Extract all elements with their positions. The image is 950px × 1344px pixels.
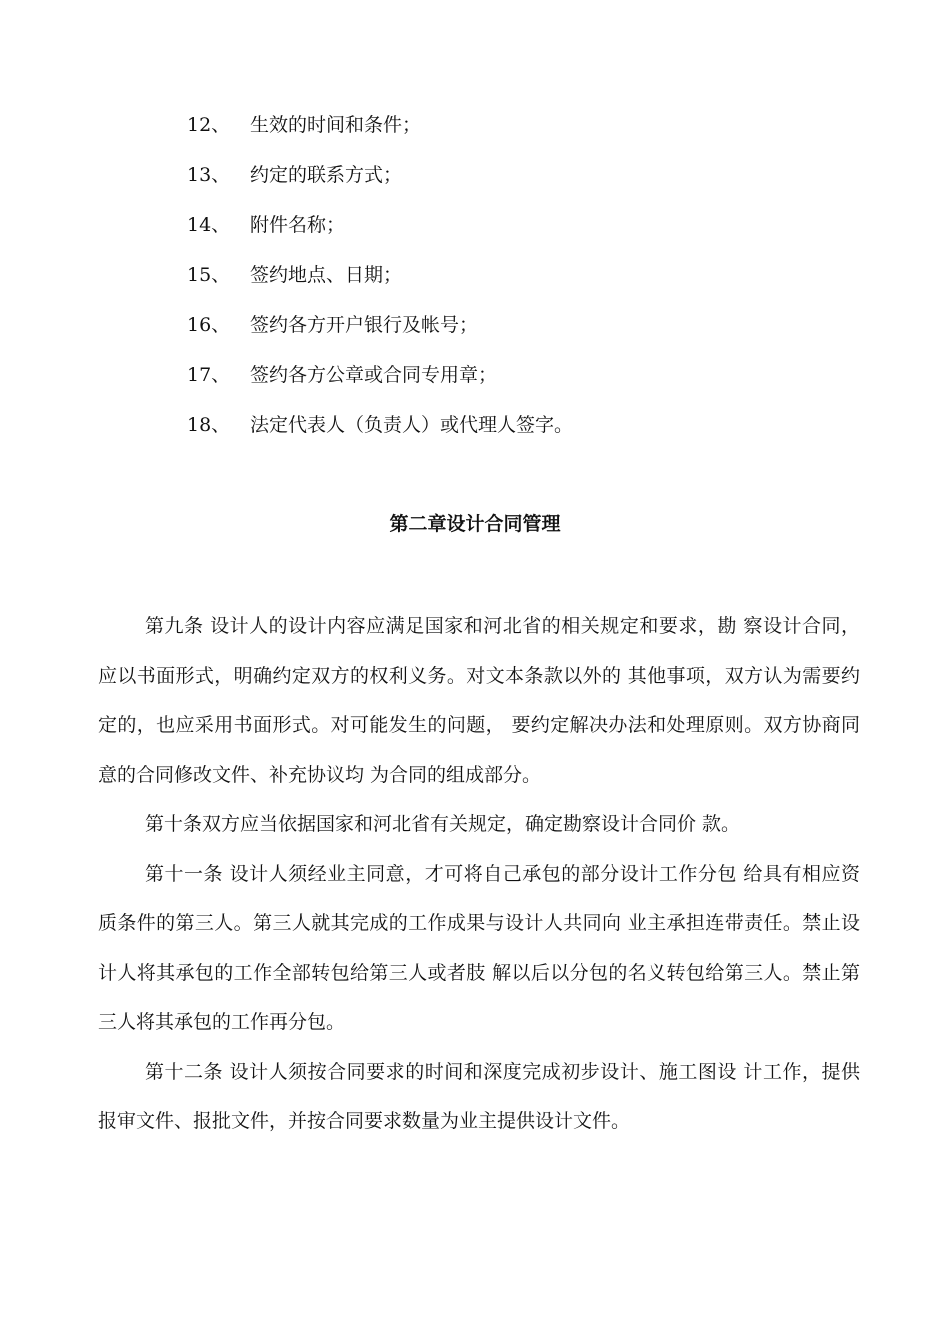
list-item-text: 附件名称； bbox=[250, 214, 346, 236]
list-item-text: 约定的联系方式； bbox=[250, 164, 403, 186]
list-item bbox=[187, 106, 573, 156]
list-item-number: 16、 bbox=[187, 314, 231, 336]
list-item bbox=[187, 306, 573, 356]
list-item bbox=[187, 206, 573, 256]
list-item-text: 生效的时间和条件； bbox=[250, 114, 422, 136]
paragraph-article-12: 第十二条 设计人须按合同要求的时间和深度完成初步设计、施工图设 计工作，提供报审文件、报批文件，并按合同要求数量为业主提供设计文件。 bbox=[98, 1060, 860, 1132]
body-text bbox=[98, 602, 860, 1147]
paragraph-article-11: 第十一条 设计人须经业主同意，才可将自己承包的部分设计工作分包 给具有相应资质条件的第三人。第三人就其完成的工作成果与设计人共同向 业主承担连带责任。禁止设计人将其承包的工作全部转包给第三人或者肢 解以后以分包的名义转包给第三人。禁止第三人将其承包的工作再分包。 bbox=[98, 862, 860, 1033]
list-item bbox=[187, 406, 573, 456]
list-item bbox=[187, 256, 573, 306]
paragraph-article-10: 第十条双方应当依据国家和河北省有关规定，确定勘察设计合同价 款。 bbox=[145, 813, 741, 835]
list-item-number: 13、 bbox=[187, 164, 231, 186]
list-item-text: 签约各方开户银行及帐号； bbox=[250, 314, 479, 336]
list-item-number: 15、 bbox=[187, 264, 231, 286]
list-item-number: 18、 bbox=[187, 414, 231, 436]
list-item-number: 12、 bbox=[187, 114, 231, 136]
list-item-text: 法定代表人（负责人）或代理人签字。 bbox=[250, 414, 574, 436]
list-item-text: 签约地点、日期； bbox=[250, 264, 403, 286]
numbered-list bbox=[187, 106, 573, 456]
chapter-heading: 第二章设计合同管理 bbox=[389, 513, 561, 535]
list-item bbox=[187, 156, 573, 206]
list-item-text: 签约各方公章或合同专用章； bbox=[250, 364, 498, 386]
list-item-number: 14、 bbox=[187, 214, 231, 236]
list-item-number: 17、 bbox=[187, 364, 231, 386]
paragraph-article-9: 第九条 设计人的设计内容应满足国家和河北省的相关规定和要求，勘 察设计合同，应以书面形式，明确约定双方的权利义务。对文本条款以外的 其他事项，双方认为需要约定的，也应采用书面形式。对可能发生的问题， 要约定解决办法和处理原则。双方协商同意的合同修改文件、补充协议均 为合同的组成部分。 bbox=[98, 615, 860, 786]
list-item bbox=[187, 356, 573, 406]
